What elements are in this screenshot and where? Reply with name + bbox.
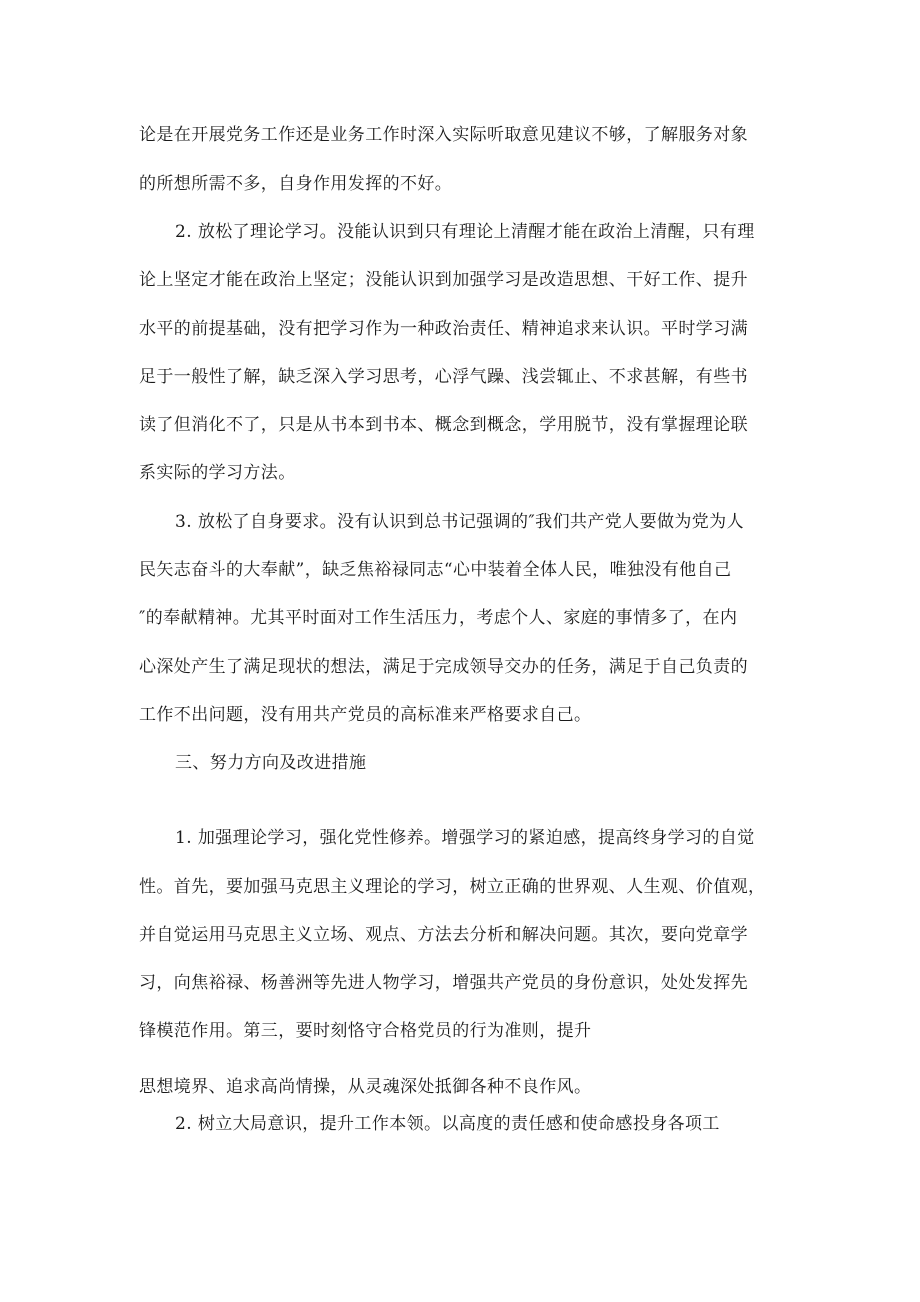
text-line: 锋模范作用。第三，要时刻恪守合格党员的行为准则，提升 — [139, 1021, 592, 1041]
text-line: 心深处产生了满足现状的想法，满足于完成领导交办的任务，满足于自己负责的 — [139, 657, 748, 677]
paragraph-heading-2b: 2. 树立大局意识，提升工作本领。以高度的责任感和使命感投身各项工 — [175, 1114, 720, 1134]
text-line: 的所想所需不多，自身作用发挥的不好。 — [139, 174, 453, 194]
text-line: 性。首先，要加强马克思主义理论的学习，树立正确的世界观、人生观、价值观， — [139, 877, 766, 897]
text-line: 并自觉运用马克思主义立场、观点、方法去分析和解决问题。其次，要向党章学 — [139, 925, 748, 945]
text-line: 足于一般性了解，缺乏深入学习思考，心浮气躁、浅尝辄止、不求甚解，有些书 — [139, 367, 748, 387]
text-line: 论是在开展党务工作还是业务工作时深入实际听取意见建议不够，了解服务对象 — [139, 125, 748, 145]
text-line: 习，向焦裕禄、杨善洲等先进人物学习，增强共产党员的身份意识，处处发挥先 — [139, 973, 748, 993]
text-line: 工作不出问题，没有用共产党员的高标准来严格要求自己。 — [139, 705, 592, 725]
section-heading: 三、努力方向及改进措施 — [175, 753, 367, 773]
text-line: 读了但消化不了，只是从书本到书本、概念到概念，学用脱节，没有掌握理论联 — [139, 415, 748, 435]
text-line: ″的奉献精神。尤其平时面对工作生活压力，考虑个人、家庭的事情多了，在内 — [139, 608, 738, 628]
text-line: 民矢志奋斗的大奉献”，缺乏焦裕禄同志“心中装着全体人民，唯独没有他自己 — [139, 560, 732, 580]
text-line: 论上坚定才能在政治上坚定；没能认识到加强学习是改造思想、干好工作、提升 — [139, 270, 748, 290]
paragraph-heading-1: 1. 加强理论学习，强化党性修养。增强学习的紧迫感，提高终身学习的自觉 — [175, 828, 755, 848]
text-line: 思想境界、追求高尚情操，从灵魂深处抵御各种不良作风。 — [139, 1077, 592, 1097]
text-line: 水平的前提基础，没有把学习作为一种政治责任、精神追求来认识。平时学习满 — [139, 319, 748, 339]
text-line: 系实际的学习方法。 — [139, 463, 296, 483]
paragraph-heading-3: 3. 放松了自身要求。没有认识到总书记强调的″我们共产党人要做为党为人 — [175, 512, 744, 532]
paragraph-heading-2: 2. 放松了理论学习。没能认识到只有理论上清醒才能在政治上清醒，只有理 — [175, 222, 755, 242]
